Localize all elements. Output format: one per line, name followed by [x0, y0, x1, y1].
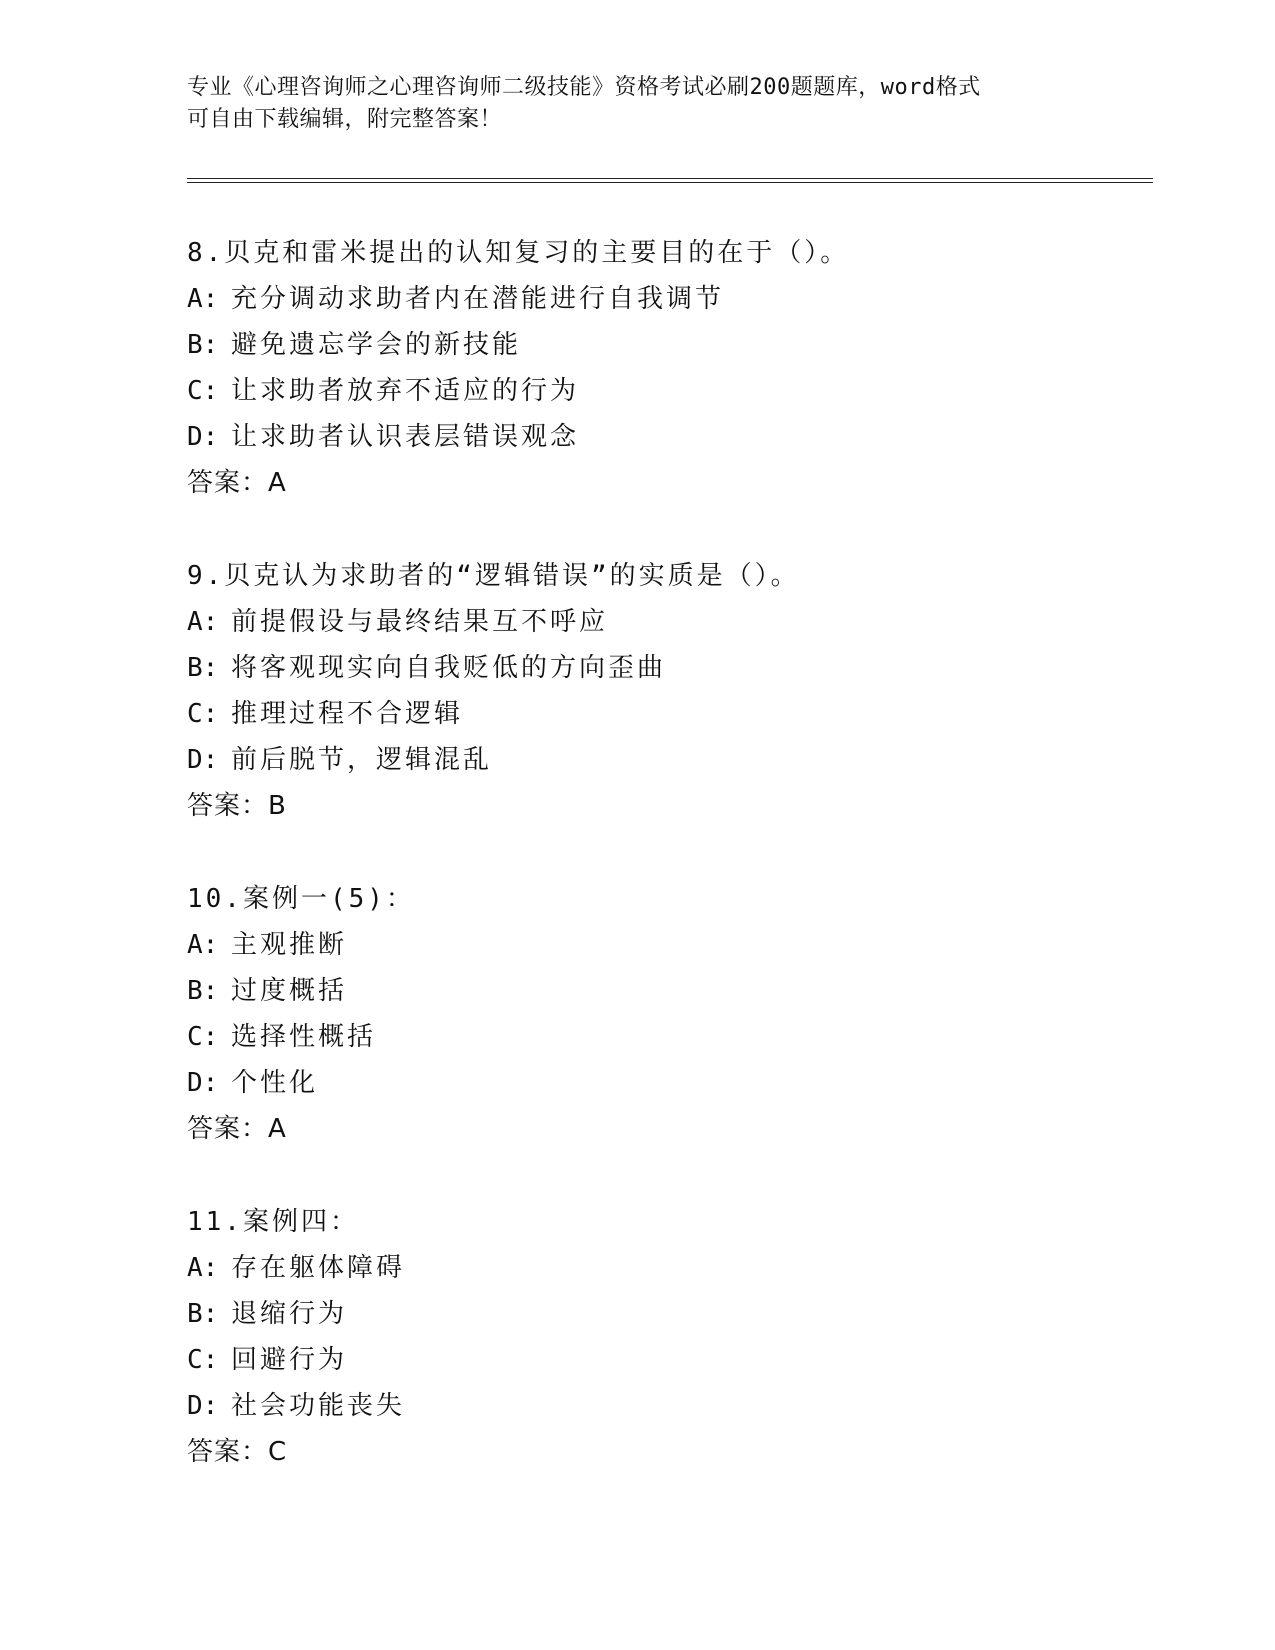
option-letter: B: — [187, 976, 219, 1006]
option-letter: C: — [187, 1345, 219, 1375]
question-stem: 9.贝克认为求助者的“逻辑错误”的实质是（）。 — [187, 561, 800, 591]
answer-line: 答案：C — [187, 1437, 288, 1467]
option-text: 避免遗忘学会的新技能 — [231, 330, 522, 360]
option-a — [187, 599, 1187, 645]
option-b — [187, 322, 1187, 368]
option-b — [187, 645, 1187, 691]
option-text: 回避行为 — [231, 1345, 348, 1375]
document-header — [187, 72, 1087, 136]
option-letter: D: — [187, 745, 219, 775]
header-line-2: 可自由下载编辑，附完整答案！ — [187, 107, 503, 132]
option-letter: D: — [187, 1391, 219, 1421]
option-letter: B: — [187, 330, 219, 360]
option-text: 让求助者放弃不适应的行为 — [231, 376, 580, 406]
option-text: 前后脱节，逻辑混乱 — [231, 745, 493, 775]
option-d — [187, 414, 1187, 460]
option-letter: A: — [187, 1253, 219, 1283]
option-d — [187, 737, 1187, 783]
option-text: 过度概括 — [231, 976, 348, 1006]
header-divider-top — [187, 178, 1153, 179]
answer-line: 答案：A — [187, 468, 287, 498]
option-text: 个性化 — [231, 1068, 319, 1098]
option-text: 推理过程不合逻辑 — [231, 699, 464, 729]
option-letter: C: — [187, 1022, 219, 1052]
option-text: 前提假设与最终结果互不呼应 — [231, 607, 609, 637]
question-stem: 10.案例一(5)： — [187, 884, 415, 914]
question-stem: 8.贝克和雷米提出的认知复习的主要目的在于（）。 — [187, 238, 850, 268]
question-block — [187, 1199, 1187, 1475]
option-text: 社会功能丧失 — [231, 1391, 406, 1421]
answer-line: 答案：B — [187, 791, 287, 821]
option-d — [187, 1383, 1187, 1429]
option-text: 退缩行为 — [231, 1299, 348, 1329]
header-line-1: 专业《心理咨询师之心理咨询师二级技能》资格考试必刷200题题库，word格式 — [187, 75, 981, 100]
option-text: 让求助者认识表层错误观念 — [231, 422, 580, 452]
option-c — [187, 691, 1187, 737]
option-text: 存在躯体障碍 — [231, 1253, 406, 1283]
option-letter: A: — [187, 930, 219, 960]
option-letter: A: — [187, 284, 219, 314]
option-b — [187, 968, 1187, 1014]
question-block — [187, 230, 1187, 506]
option-c — [187, 1337, 1187, 1383]
question-block — [187, 553, 1187, 829]
option-c — [187, 1014, 1187, 1060]
answer-line: 答案：A — [187, 1114, 287, 1144]
option-letter: C: — [187, 376, 219, 406]
option-letter: A: — [187, 607, 219, 637]
option-a — [187, 922, 1187, 968]
option-a — [187, 276, 1187, 322]
option-letter: B: — [187, 653, 219, 683]
option-a — [187, 1245, 1187, 1291]
option-letter: D: — [187, 422, 219, 452]
question-block — [187, 876, 1187, 1152]
option-text: 主观推断 — [231, 930, 348, 960]
option-b — [187, 1291, 1187, 1337]
option-text: 充分调动求助者内在潜能进行自我调节 — [231, 284, 725, 314]
option-text: 将客观现实向自我贬低的方向歪曲 — [231, 653, 667, 683]
option-letter: B: — [187, 1299, 219, 1329]
option-letter: C: — [187, 699, 219, 729]
option-d — [187, 1060, 1187, 1106]
question-stem: 11.案例四： — [187, 1207, 359, 1237]
option-text: 选择性概括 — [231, 1022, 377, 1052]
header-divider-bottom — [187, 182, 1153, 183]
option-letter: D: — [187, 1068, 219, 1098]
option-c — [187, 368, 1187, 414]
